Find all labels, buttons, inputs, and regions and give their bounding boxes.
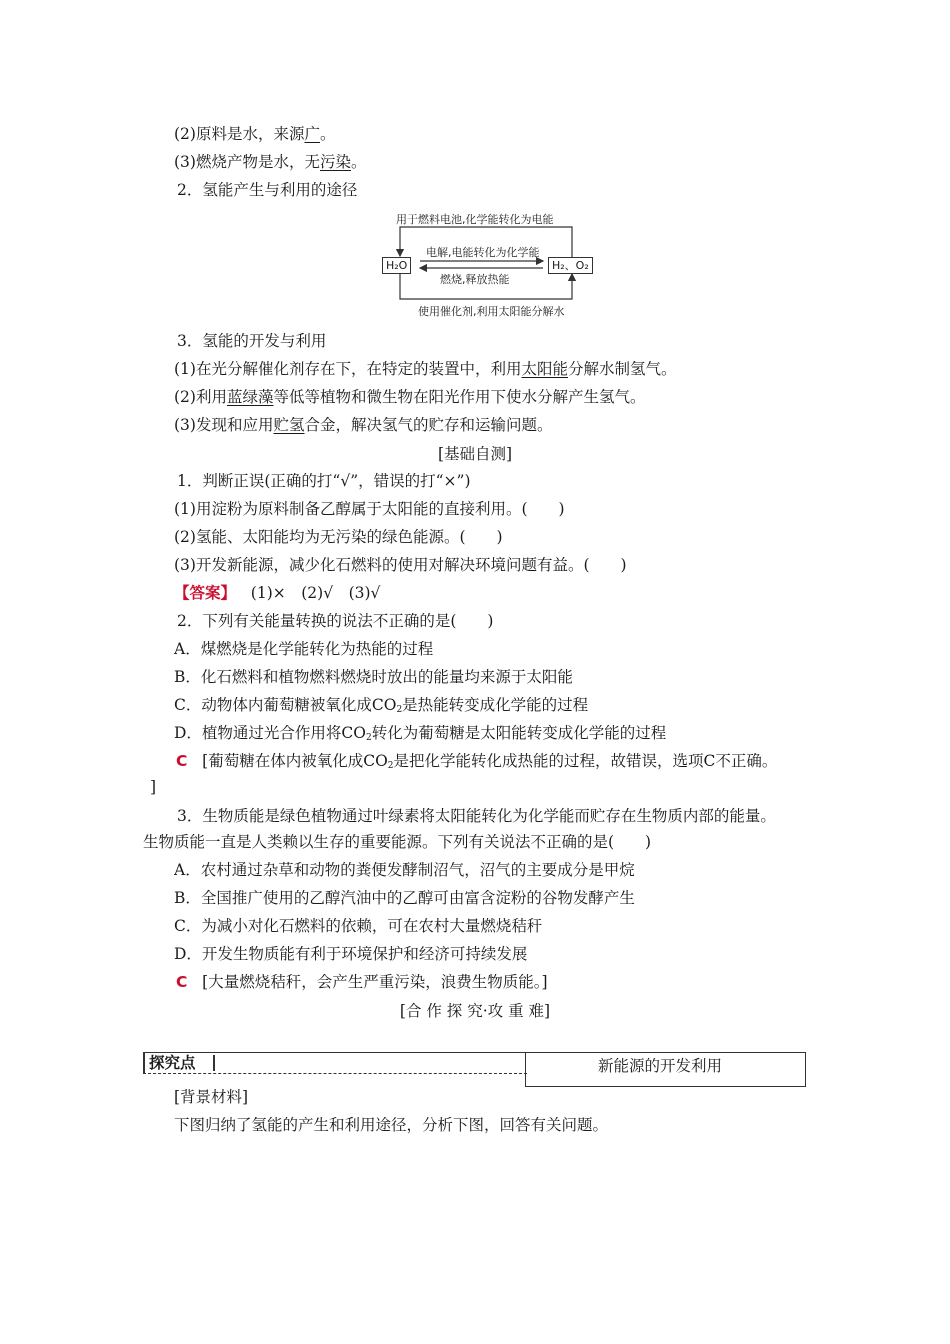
text: 合金，解决氢气的贮存和运输问题。 xyxy=(304,416,553,434)
cooperate-header: [合 作 探 究·攻 重 难] xyxy=(399,1002,551,1020)
background-material-label: [背景材料] xyxy=(174,1088,249,1106)
text: (3)发现和应用 xyxy=(174,416,274,434)
diagram-bottom-label: 使用催化剂,利用太阳能分解水 xyxy=(418,305,565,318)
question-3-option-d: D．开发生物质能有利于环境保护和经济可持续发展 xyxy=(174,945,528,963)
text: 是把化学能转化成热能的过程，故错误，选项C不正确。 xyxy=(393,752,778,770)
diagram-box-hydrogen-oxygen: H₂、O₂ xyxy=(548,257,593,274)
answer-letter: C xyxy=(176,752,188,770)
intro-line-product xyxy=(174,151,367,173)
dev-item-2 xyxy=(174,386,646,408)
question-2: 2．下列有关能量转换的说法不正确的是( ) xyxy=(177,612,494,630)
dev-item-1 xyxy=(174,358,677,380)
question-3-option-b: B．全国推广使用的乙醇汽油中的乙醇可由富含淀粉的谷物发酵产生 xyxy=(174,889,635,907)
selftest-header: [基础自测] xyxy=(437,445,513,463)
diagram-top-label: 用于燃料电池,化学能转化为电能 xyxy=(396,213,554,226)
question-2-answer-close: ] xyxy=(150,778,157,796)
diagram-mid-label-electrolysis: 电解,电能转化为化学能 xyxy=(426,246,540,259)
answer-line-1 xyxy=(174,582,380,604)
inquiry-topic: 新能源的开发利用 xyxy=(598,1057,723,1075)
text: 。 xyxy=(350,153,367,171)
subscript: 2 xyxy=(396,705,403,715)
underlined-answer: 太阳能 xyxy=(521,360,568,378)
question-2-option-c xyxy=(174,694,588,721)
question-2-option-a: A．煤燃烧是化学能转化为热能的过程 xyxy=(174,640,434,658)
inquiry-topic-box xyxy=(525,1052,806,1087)
text: [葡萄糖在体内被氧化成CO xyxy=(202,752,388,770)
question-1-item-3: (3)开发新能源，减少化石燃料的使用对解决环境问题有益。( ) xyxy=(174,556,627,574)
answer-text: (1)× (2)√ (3)√ xyxy=(250,584,381,602)
text: 转化为葡萄糖是太阳能转变成化学能的过程 xyxy=(371,724,667,742)
question-1: 1．判断正误(正确的打“√”，错误的打“×”) xyxy=(177,472,471,490)
question-3-answer xyxy=(176,971,548,993)
subscript: 2 xyxy=(387,761,394,771)
underlined-answer: 贮氢 xyxy=(273,416,305,434)
hydrogen-cycle-diagram xyxy=(378,207,598,319)
text: [大量燃烧秸秆，会产生严重污染，浪费生物质能。] xyxy=(202,973,548,991)
underlined-answer: 污染 xyxy=(319,153,351,171)
text: C．动物体内葡萄糖被氧化成CO xyxy=(174,696,397,714)
inquiry-point-bar xyxy=(143,1052,806,1087)
text: (3)燃烧产物是水，无 xyxy=(174,153,320,171)
question-2-answer xyxy=(176,750,777,777)
diagram-box-water: H₂O xyxy=(382,257,411,274)
text: (2)利用 xyxy=(174,388,227,406)
tag-divider xyxy=(213,1055,215,1071)
diagram-mid-label-combustion: 燃烧,释放热能 xyxy=(440,273,510,286)
text: 是热能转变成化学能的过程 xyxy=(402,696,589,714)
answer-letter: C xyxy=(176,973,188,991)
answer-tag: 【答案】 xyxy=(174,584,237,602)
question-3-line-2: 生物质能一直是人类赖以生存的重要能源。下列有关说法不正确的是( ) xyxy=(143,833,652,851)
question-2-option-d xyxy=(174,722,666,749)
text: 。 xyxy=(319,125,336,143)
section-title-development: 3．氢能的开发与利用 xyxy=(177,332,327,350)
question-2-option-b: B．化石燃料和植物燃料燃烧时放出的能量均来源于太阳能 xyxy=(174,668,573,686)
intro-line-source xyxy=(174,123,336,145)
question-1-item-2: (2)氢能、太阳能均为无污染的绿色能源。( ) xyxy=(174,528,503,546)
inquiry-tag-box xyxy=(143,1052,527,1074)
text: 分解水制氢气。 xyxy=(567,360,677,378)
question-3-option-a: A．农村通过杂草和动物的粪便发酵制沼气，沼气的主要成分是甲烷 xyxy=(174,861,635,879)
text: (1)在光分解催化剂存在下，在特定的装置中，利用 xyxy=(174,360,522,378)
text: D．植物通过光合作用将CO xyxy=(174,724,366,742)
question-3-option-c: C．为减小对化石燃料的依赖，可在农村大量燃烧秸秆 xyxy=(174,917,543,935)
question-3-line-1: 3．生物质能是绿色植物通过叶绿素将太阳能转化为化学能而贮存在生物质内部的能量。 xyxy=(177,807,776,825)
text: 等低等植物和微生物在阳光作用下使水分解产生氢气。 xyxy=(273,388,646,406)
underlined-answer: 蓝绿藻 xyxy=(226,388,274,406)
background-material-text: 下图归纳了氢能的产生和利用途径，分析下图，回答有关问题。 xyxy=(174,1116,609,1134)
section-title-pathway: 2．氢能产生与利用的途径 xyxy=(177,181,358,199)
underlined-answer: 广 xyxy=(304,125,320,143)
question-1-item-1: (1)用淀粉为原料制备乙醇属于太阳能的直接利用。( ) xyxy=(174,500,565,518)
inquiry-tag: 探究点 xyxy=(149,1054,196,1072)
subscript: 2 xyxy=(366,733,372,743)
dev-item-3 xyxy=(174,414,553,436)
text: (2)原料是水，来源 xyxy=(174,125,305,143)
